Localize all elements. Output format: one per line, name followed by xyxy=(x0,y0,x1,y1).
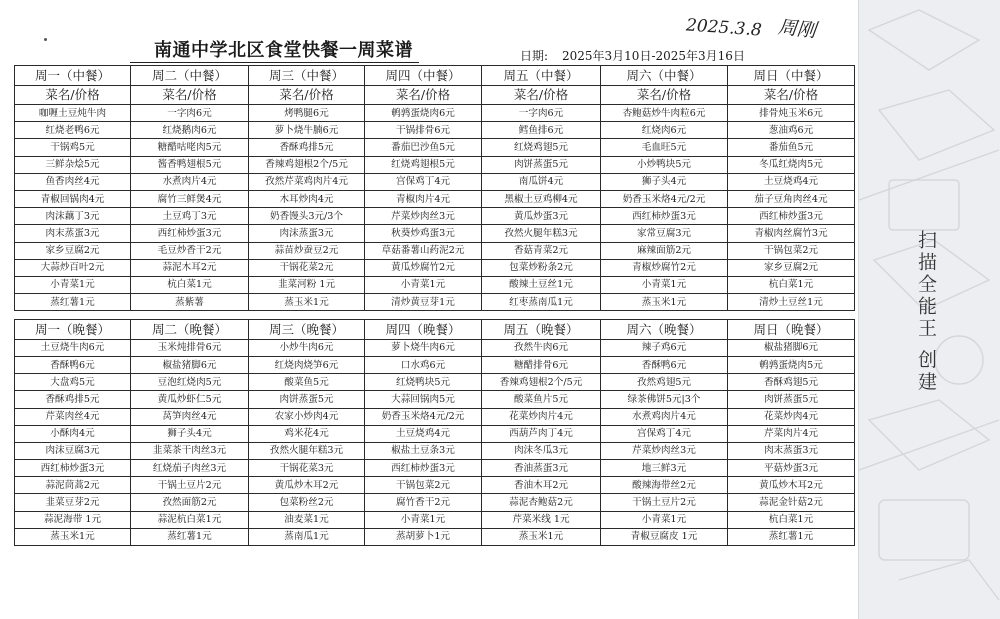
table-row xyxy=(15,156,855,173)
menu-cell: 小青菜1元 xyxy=(15,276,131,293)
menu-cell: 糖醋排骨6元 xyxy=(482,356,601,373)
menu-cell: 家常豆腐3元 xyxy=(601,225,728,242)
menu-cell: 红烧鸭块5元 xyxy=(365,374,482,391)
table-row xyxy=(15,425,855,442)
menu-cell xyxy=(482,311,601,320)
column-header: 周二（中餐） xyxy=(131,66,249,86)
menu-cell: 毛血旺5元 xyxy=(601,139,728,156)
menu-cell: 红烧鸡翅根5元 xyxy=(365,156,482,173)
table-row xyxy=(15,442,855,459)
menu-cell: 鱼香肉丝4元 xyxy=(15,173,131,190)
menu-cell: 肉末蒸蛋3元 xyxy=(15,225,131,242)
menu-cell: 家乡豆腐2元 xyxy=(15,242,131,259)
menu-cell: 排骨炖玉米6元 xyxy=(728,105,855,122)
table-row xyxy=(15,408,855,425)
menu-cell: 杭白菜1元 xyxy=(728,511,855,528)
column-header: 周六（中餐） xyxy=(601,66,728,86)
menu-cell: 一字肉6元 xyxy=(131,105,249,122)
table-row xyxy=(15,294,855,311)
menu-cell: 口水鸡6元 xyxy=(365,356,482,373)
table-row xyxy=(15,225,855,242)
menu-cell: 地三鲜3元 xyxy=(601,460,728,477)
table-row xyxy=(15,494,855,511)
menu-cell: 油麦菜1元 xyxy=(249,511,365,528)
menu-cell: 草菇番薯山药泥2元 xyxy=(365,242,482,259)
table-row xyxy=(15,173,855,190)
menu-cell xyxy=(728,311,855,320)
menu-cell: 西葫芦肉丁4元 xyxy=(482,425,601,442)
table-row xyxy=(15,122,855,139)
menu-cell: 番茄鱼5元 xyxy=(728,139,855,156)
menu-cell: 蒸南瓜1元 xyxy=(249,528,365,545)
menu-cell: 酸辣土豆丝1元 xyxy=(482,276,601,293)
menu-cell: 水煮肉片4元 xyxy=(131,173,249,190)
menu-cell: 蒜苗炒蚕豆2元 xyxy=(249,242,365,259)
menu-cell: 酸辣海带丝2元 xyxy=(601,477,728,494)
menu-cell: 番茄巴沙鱼5元 xyxy=(365,139,482,156)
menu-cell: 蒸玉米1元 xyxy=(482,528,601,545)
menu-cell: 孜然芹菜鸡肉片4元 xyxy=(249,173,365,190)
menu-cell: 韭菜茶干肉丝3元 xyxy=(131,442,249,459)
table-row xyxy=(15,528,855,545)
menu-cell: 蒸红薯1元 xyxy=(15,294,131,311)
menu-cell: 花菜炒肉片4元 xyxy=(482,408,601,425)
menu-cell: 红烧茄子肉丝3元 xyxy=(131,460,249,477)
menu-cell: 花菜炒肉4元 xyxy=(728,408,855,425)
menu-cell: 香辣鸡翅根2个/5元 xyxy=(482,374,601,391)
menu-cell: 肉沫藕丁3元 xyxy=(15,208,131,225)
column-header: 周二（晚餐） xyxy=(131,320,249,340)
menu-cell: 韭菜豆芽2元 xyxy=(15,494,131,511)
column-header: 菜名/价格 xyxy=(728,85,855,105)
menu-cell: 鹌鹑蛋烧肉6元 xyxy=(365,105,482,122)
column-header: 菜名/价格 xyxy=(131,85,249,105)
menu-cell: 芹菜炒肉丝3元 xyxy=(601,442,728,459)
menu-cell: 小青菜1元 xyxy=(601,276,728,293)
menu-cell: 平菇炒蛋3元 xyxy=(728,460,855,477)
menu-cell: 杭白菜1元 xyxy=(131,276,249,293)
menu-cell: 黄瓜炒木耳2元 xyxy=(728,477,855,494)
table-row xyxy=(15,259,855,276)
menu-cell: 农家小炒肉4元 xyxy=(249,408,365,425)
menu-cell: 辣子鸡6元 xyxy=(601,339,728,356)
menu-cell: 小青菜1元 xyxy=(601,511,728,528)
handwritten-date: 2025.3.8 xyxy=(685,15,763,41)
menu-cell: 一字肉6元 xyxy=(482,105,601,122)
table-row xyxy=(15,242,855,259)
menu-cell: 香菇青菜2元 xyxy=(482,242,601,259)
menu-cell: 大蒜炒百叶2元 xyxy=(15,259,131,276)
menu-cell: 干锅鸡5元 xyxy=(15,139,131,156)
menu-cell: 木耳炒肉4元 xyxy=(249,190,365,207)
menu-cell: 黄瓜炒腐竹2元 xyxy=(365,259,482,276)
scan-speck xyxy=(44,38,47,41)
column-header: 周六（晚餐） xyxy=(601,320,728,340)
menu-cell: 椒盐土豆条3元 xyxy=(365,442,482,459)
menu-cell: 孜然牛肉6元 xyxy=(482,339,601,356)
menu-cell: 蒸红薯1元 xyxy=(728,528,855,545)
menu-cell: 青椒回锅肉4元 xyxy=(15,190,131,207)
menu-cell: 椒盐猪脚6元 xyxy=(131,356,249,373)
menu-cell: 小青菜1元 xyxy=(365,276,482,293)
menu-cell: 肉沫冬瓜3元 xyxy=(482,442,601,459)
menu-cell: 小炒牛肉6元 xyxy=(249,339,365,356)
table-row xyxy=(15,356,855,373)
menu-cell: 土豆烧鸡4元 xyxy=(365,425,482,442)
table-header-row xyxy=(15,320,855,340)
menu-cell: 香油木耳2元 xyxy=(482,477,601,494)
menu-cell: 萝卜烧牛腩6元 xyxy=(249,122,365,139)
menu-cell: 红烧肉6元 xyxy=(601,122,728,139)
scanner-watermark-text: 扫描全能王 创建 xyxy=(915,230,937,394)
menu-cell: 干锅包菜2元 xyxy=(365,477,482,494)
menu-cell: 玉米炖排骨6元 xyxy=(131,339,249,356)
table-row xyxy=(15,208,855,225)
menu-cell: 香酥鸡排5元 xyxy=(15,391,131,408)
menu-cell: 糖醋咕咾肉5元 xyxy=(131,139,249,156)
menu-cell: 家乡豆腐2元 xyxy=(728,259,855,276)
menu-cell: 小酥肉4元 xyxy=(15,425,131,442)
menu-cell: 干锅土豆片2元 xyxy=(131,477,249,494)
table-row xyxy=(15,339,855,356)
column-header: 周日（晚餐） xyxy=(728,320,855,340)
menu-cell: 大蒜回锅肉5元 xyxy=(365,391,482,408)
menu-cell: 香酥鸭6元 xyxy=(15,356,131,373)
menu-cell: 腐竹三鲜煲4元 xyxy=(131,190,249,207)
menu-cell: 毛豆炒香干2元 xyxy=(131,242,249,259)
table-header-row xyxy=(15,66,855,86)
menu-cell: 蒸玉米1元 xyxy=(15,528,131,545)
menu-cell: 芹菜肉片4元 xyxy=(728,425,855,442)
column-header: 周一（中餐） xyxy=(15,66,131,86)
menu-cell: 宫保鸡丁4元 xyxy=(601,425,728,442)
menu-cell: 红烧老鸭6元 xyxy=(15,122,131,139)
menu-cell: 腐竹香干2元 xyxy=(365,494,482,511)
date-label: 日期: xyxy=(520,49,549,63)
menu-cell: 宫保鸡丁4元 xyxy=(365,173,482,190)
menu-cell: 土豆烧牛肉6元 xyxy=(15,339,131,356)
menu-cell: 青椒豆腐皮 1元 xyxy=(601,528,728,545)
menu-cell: 青椒肉片4元 xyxy=(365,190,482,207)
column-header: 周五（晚餐） xyxy=(482,320,601,340)
menu-cell: 土豆烧鸡4元 xyxy=(728,173,855,190)
column-header: 周三（中餐） xyxy=(249,66,365,86)
menu-cell: 狮子头4元 xyxy=(601,173,728,190)
table-row xyxy=(15,477,855,494)
menu-cell: 香酥鸭6元 xyxy=(601,356,728,373)
menu-cell: 清炒土豆丝1元 xyxy=(728,294,855,311)
menu-cell: 香辣鸡翅根2个/5元 xyxy=(249,156,365,173)
menu-cell: 西红柿炒蛋3元 xyxy=(601,208,728,225)
menu-cell: 蒜泥杭白菜1元 xyxy=(131,511,249,528)
menu-cell: 奶香玉米烙4元/2元 xyxy=(601,190,728,207)
menu-cell: 蒜泥金针菇2元 xyxy=(728,494,855,511)
menu-cell: 狮子头4元 xyxy=(131,425,249,442)
table-row xyxy=(15,460,855,477)
menu-cell: 杏鲍菇炒牛肉粒6元 xyxy=(601,105,728,122)
menu-cell: 西红柿炒蛋3元 xyxy=(15,460,131,477)
menu-cell: 蒸玉米1元 xyxy=(601,294,728,311)
menu-cell: 干锅花菜3元 xyxy=(249,460,365,477)
menu-cell: 冬瓜红烧肉5元 xyxy=(728,156,855,173)
menu-cell: 小炒鸭块5元 xyxy=(601,156,728,173)
menu-cell: 红烧鸡翅5元 xyxy=(482,139,601,156)
menu-cell: 三鲜杂烩5元 xyxy=(15,156,131,173)
menu-cell: 鳕鱼排6元 xyxy=(482,122,601,139)
column-header: 菜名/价格 xyxy=(601,85,728,105)
menu-cell: 香酥鸡翅5元 xyxy=(728,374,855,391)
menu-cell: 绿茶佛饼5元|3个 xyxy=(601,391,728,408)
column-header: 菜名/价格 xyxy=(249,85,365,105)
menu-cell: 蒜泥杏鲍菇2元 xyxy=(482,494,601,511)
menu-cell: 芹菜炒肉丝3元 xyxy=(365,208,482,225)
menu-cell: 肉饼蒸蛋5元 xyxy=(728,391,855,408)
menu-cell: 萝卜烧牛肉6元 xyxy=(365,339,482,356)
menu-cell xyxy=(365,311,482,320)
menu-cell: 水煮鸡肉片4元 xyxy=(601,408,728,425)
date-range: 2025年3月10日-2025年3月16日 xyxy=(562,49,745,63)
menu-cell: 奶香玉米烙4元/2元 xyxy=(365,408,482,425)
menu-cell: 青椒炒腐竹2元 xyxy=(601,259,728,276)
menu-cell: 肉末蒸蛋3元 xyxy=(728,442,855,459)
menu-cell: 芹菜肉丝4元 xyxy=(15,408,131,425)
column-header: 周四（晚餐） xyxy=(365,320,482,340)
menu-cell: 干锅包菜2元 xyxy=(728,242,855,259)
menu-cell: 鸡米花4元 xyxy=(249,425,365,442)
menu-cell: 蒸红薯1元 xyxy=(131,528,249,545)
table-row xyxy=(15,276,855,293)
menu-cell: 红烧肉烧笋6元 xyxy=(249,356,365,373)
menu-cell: 鹌鹑蛋烧肉5元 xyxy=(728,356,855,373)
column-header: 周五（中餐） xyxy=(482,66,601,86)
menu-cell: 茄子豆角肉丝4元 xyxy=(728,190,855,207)
menu-cell: 蒜泥木耳2元 xyxy=(131,259,249,276)
menu-cell: 干锅土豆片2元 xyxy=(601,494,728,511)
weekly-menu-table xyxy=(14,65,855,546)
menu-cell: 莴笋肉丝4元 xyxy=(131,408,249,425)
table-row xyxy=(15,374,855,391)
menu-cell: 红枣蒸南瓜1元 xyxy=(482,294,601,311)
column-header: 周一（晚餐） xyxy=(15,320,131,340)
menu-cell: 麻辣面筋2元 xyxy=(601,242,728,259)
column-header: 周四（中餐） xyxy=(365,66,482,86)
menu-cell: 肉饼蒸蛋5元 xyxy=(482,156,601,173)
column-header: 周日（中餐） xyxy=(728,66,855,86)
menu-cell: 椒盐猪脚6元 xyxy=(728,339,855,356)
menu-cell: 黄瓜炒虾仁5元 xyxy=(131,391,249,408)
menu-cell: 蒜泥茼蒿2元 xyxy=(15,477,131,494)
menu-cell: 肉沫豆腐3元 xyxy=(15,442,131,459)
menu-cell: 秋葵炒鸡蛋3元 xyxy=(365,225,482,242)
menu-cell: 清炒黄豆芽1元 xyxy=(365,294,482,311)
section-gap xyxy=(15,311,855,320)
menu-cell: 香油蒸蛋3元 xyxy=(482,460,601,477)
menu-cell: 烤鸭腿6元 xyxy=(249,105,365,122)
menu-cell: 干锅排骨6元 xyxy=(365,122,482,139)
menu-cell: 小青菜1元 xyxy=(365,511,482,528)
menu-cell: 葱油鸡6元 xyxy=(728,122,855,139)
table-row xyxy=(15,105,855,122)
menu-cell: 土豆鸡丁3元 xyxy=(131,208,249,225)
menu-cell: 孜然火腿年糕3元 xyxy=(482,225,601,242)
menu-cell: 包菜粉丝2元 xyxy=(249,494,365,511)
menu-cell: 香酥鸡排5元 xyxy=(249,139,365,156)
menu-cell: 孜然面筋2元 xyxy=(131,494,249,511)
menu-cell: 大盘鸡5元 xyxy=(15,374,131,391)
menu-cell xyxy=(601,311,728,320)
menu-cell: 奶香馒头3元/3个 xyxy=(249,208,365,225)
table-subheader-row xyxy=(15,85,855,105)
menu-cell: 蒸玉米1元 xyxy=(249,294,365,311)
menu-cell: 酸菜鱼片5元 xyxy=(482,391,601,408)
column-header: 周三（晚餐） xyxy=(249,320,365,340)
menu-cell: 孜然火腿年糕3元 xyxy=(249,442,365,459)
column-header: 菜名/价格 xyxy=(482,85,601,105)
menu-cell: 包菜炒粉条2元 xyxy=(482,259,601,276)
menu-cell: 蒸胡萝卜1元 xyxy=(365,528,482,545)
menu-cell: 青椒肉丝腐竹3元 xyxy=(728,225,855,242)
handwritten-signature: 周刚 xyxy=(776,16,817,42)
menu-cell: 干锅花菜2元 xyxy=(249,259,365,276)
menu-cell: 黄瓜炒蛋3元 xyxy=(482,208,601,225)
menu-cell: 豆泡红烧肉5元 xyxy=(131,374,249,391)
menu-cell: 西红柿炒蛋3元 xyxy=(131,225,249,242)
table-row xyxy=(15,139,855,156)
document-title: 南通中学北区食堂快餐一周菜谱 xyxy=(130,40,419,63)
menu-cell: 芹菜米线 1元 xyxy=(482,511,601,528)
menu-cell: 酸菜鱼5元 xyxy=(249,374,365,391)
menu-cell: 肉饼蒸蛋5元 xyxy=(249,391,365,408)
column-header: 菜名/价格 xyxy=(15,85,131,105)
menu-cell: 红烧鹅肉6元 xyxy=(131,122,249,139)
menu-cell xyxy=(249,311,365,320)
column-header: 菜名/价格 xyxy=(365,85,482,105)
menu-cell: 黄瓜炒木耳2元 xyxy=(249,477,365,494)
menu-cell: 肉沫蒸蛋3元 xyxy=(249,225,365,242)
table-row xyxy=(15,511,855,528)
menu-cell: 黑椒土豆鸡柳4元 xyxy=(482,190,601,207)
menu-cell: 蒜泥海带 1元 xyxy=(15,511,131,528)
menu-cell xyxy=(131,311,249,320)
menu-cell: 酱香鸭翅根5元 xyxy=(131,156,249,173)
menu-cell: 蒸紫薯 xyxy=(131,294,249,311)
menu-cell: 西红柿炒蛋3元 xyxy=(365,460,482,477)
table-row xyxy=(15,190,855,207)
menu-cell: 西红柿炒蛋3元 xyxy=(728,208,855,225)
menu-cell: 南瓜饼4元 xyxy=(482,173,601,190)
menu-cell: 孜然鸡翅5元 xyxy=(601,374,728,391)
menu-cell: 韭菜河粉 1元 xyxy=(249,276,365,293)
menu-cell: 杭白菜1元 xyxy=(728,276,855,293)
menu-cell: 咖喱土豆炖牛肉 xyxy=(15,105,131,122)
table-row xyxy=(15,391,855,408)
menu-cell xyxy=(15,311,131,320)
